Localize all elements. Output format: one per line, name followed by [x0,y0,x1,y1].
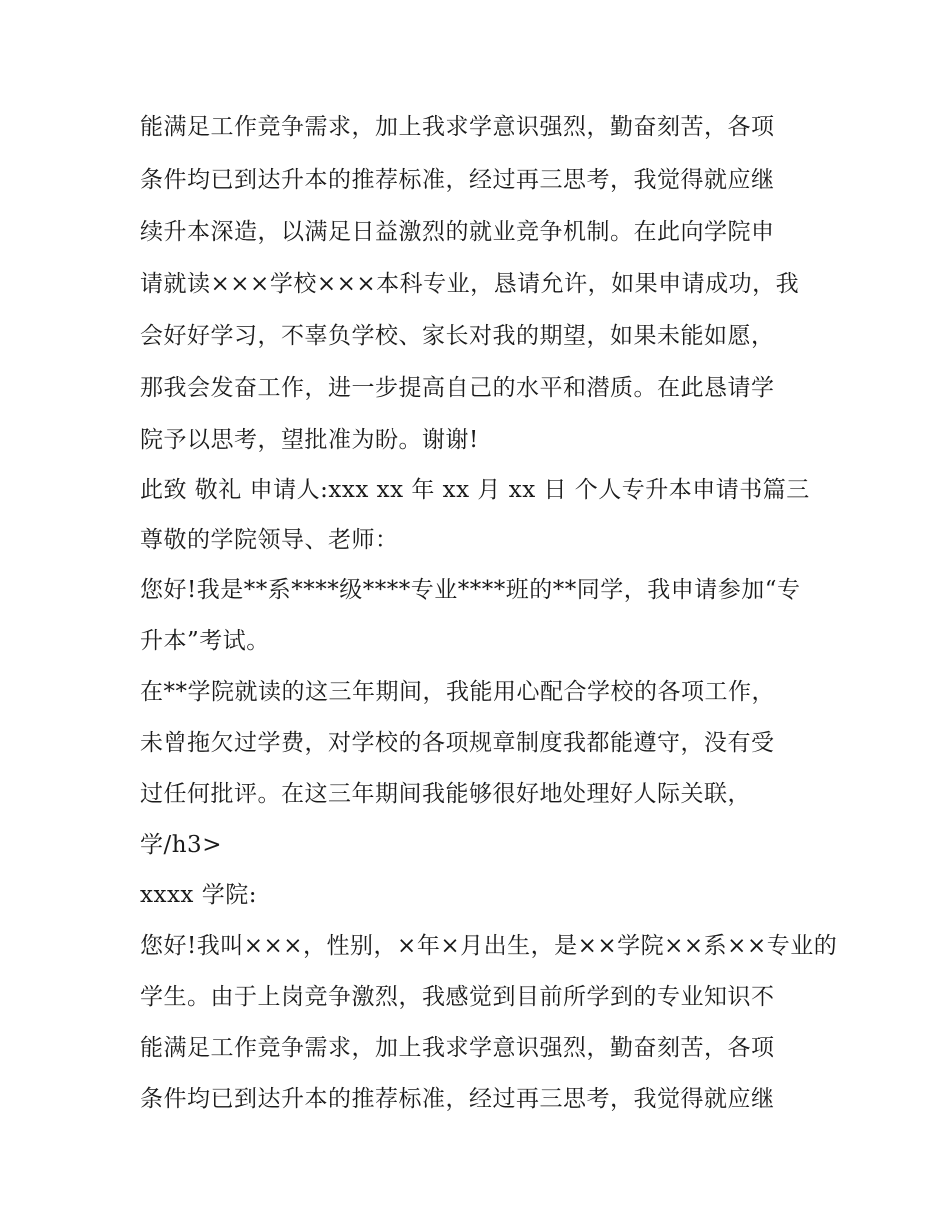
text-line: 条件均已到达升本的推荐标准，经过再三思考，我觉得就应继 [140,1086,775,1112]
text-line: 过任何批评。在这三年期间我能够很好地处理好人际关联， [140,781,751,807]
text-line: 续升本深造，以满足日益激烈的就业竞争机制。在此向学院申 [140,219,775,245]
text-line: 尊敬的学院领导、老师： [140,527,399,553]
text-line: 请就读×××学校×××本科专业，恳请允许，如果申请成功，我 [140,271,800,297]
text-line: 会好好学习，不辜负学校、家长对我的期望，如果未能如愿， [140,323,775,349]
text-line: 能满足工作竞争需求，加上我求学意识强烈，勤奋刻苦，各项 [140,1035,775,1061]
text-line: 条件均已到达升本的推荐标准，经过再三思考，我觉得就应继 [140,167,775,193]
text-line: 未曾拖欠过学费，对学校的各项规章制度我都能遵守，没有受 [140,730,775,756]
text-line: 在**学院就读的这三年期间，我能用心配合学校的各项工作， [140,679,775,705]
text-line: 此致 敬礼 申请人:xxx xx 年 xx 月 xx 日 个人专升本申请书篇三 [140,477,810,503]
text-line: 学生。由于上岗竞争激烈，我感觉到目前所学到的专业知识不 [140,984,775,1010]
text-line: 能满足工作竞争需求，加上我求学意识强烈，勤奋刻苦，各项 [140,114,775,140]
text-line: 学/h3> [140,832,222,858]
text-line: 您好!我是**系****级****专业****班的**同学，我申请参加“专 [140,577,801,603]
text-line: 院予以思考，望批准为盼。谢谢! [140,427,479,453]
text-line: 升本”考试。 [140,628,270,654]
text-line: xxxx 学院: [140,882,257,908]
text-line: 您好!我叫×××，性别，×年×月出生，是××学院××系××专业的 [140,933,838,959]
text-line: 那我会发奋工作，进一步提高自己的水平和潜质。在此恳请学 [140,375,775,401]
